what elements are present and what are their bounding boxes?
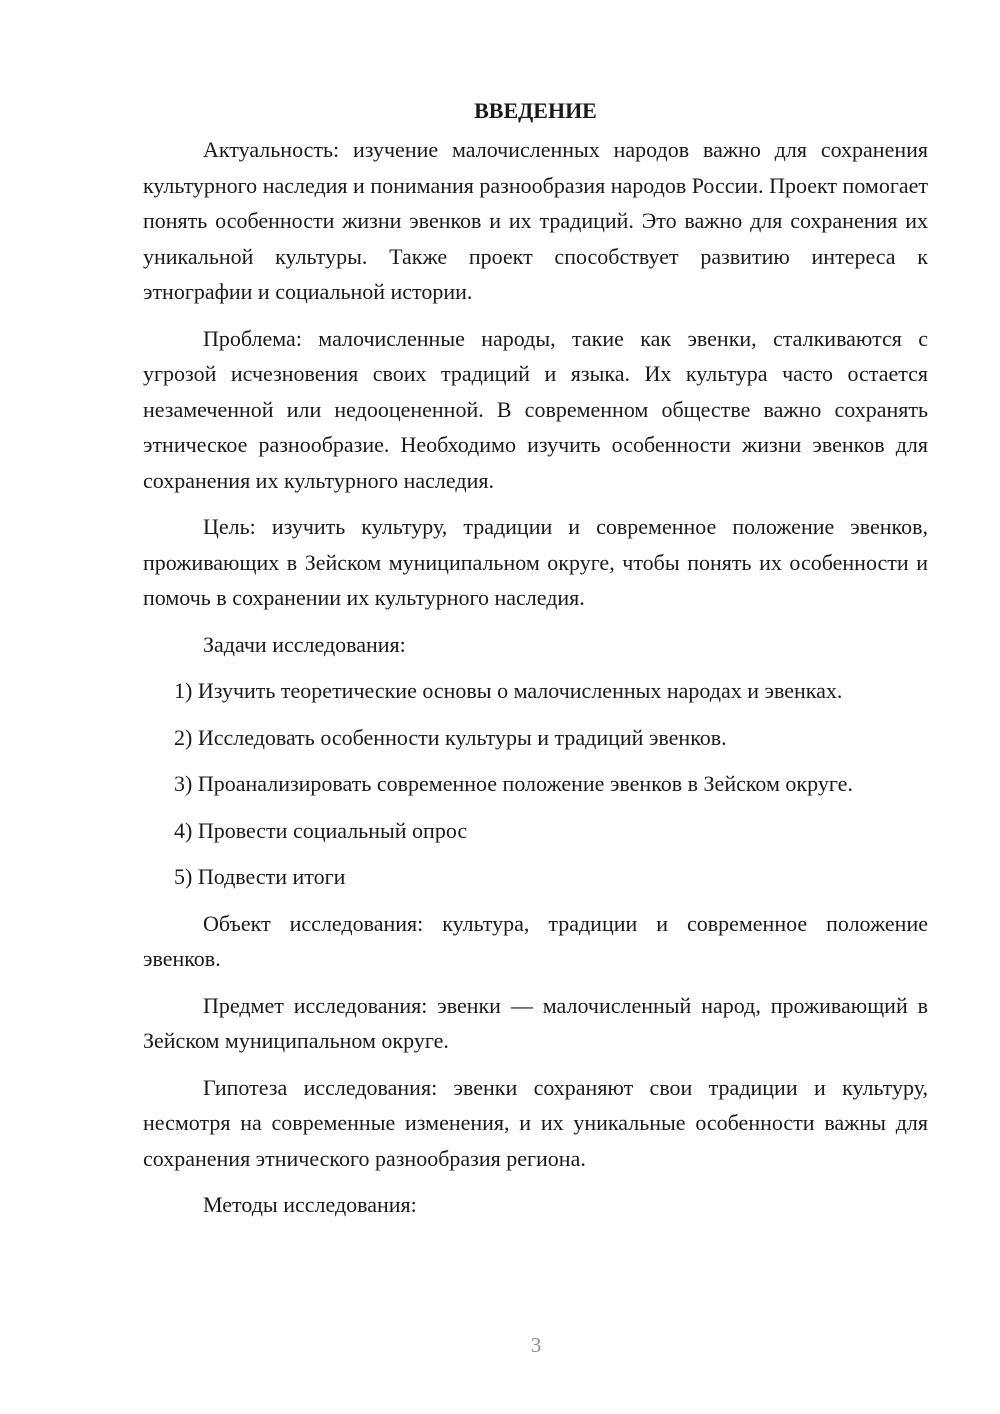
page-number: 3 (530, 1333, 542, 1357)
task-item-1: 1) Изучить теоретические основы о малочисленных народах и эвенках. (174, 678, 843, 703)
document-page (143, 96, 928, 1234)
paragraph-tasks-intro: Задачи исследования: (203, 631, 406, 657)
paragraph-goal: Цель: изучить культуру, традиции и современное положение эвенков, проживающих в Зейском муниципальном округе, чтобы понять их особенности и помочь в сохранении их культурного наследия. (143, 514, 928, 610)
task-item-2: 2) Исследовать особенности культуры и традиций эвенков. (174, 724, 727, 750)
task-item-3: 3) Проанализировать современное положение эвенков в Зейском округе. (174, 771, 853, 796)
task-item-4: 4) Провести социальный опрос (174, 817, 468, 843)
paragraph-subject: Предмет исследования: эвенки — малочисленный народ, проживающий в Зейском муниципальном округе. (143, 992, 928, 1053)
paragraph-relevance: Актуальность: изучение малочисленных народов важно для сохранения культурного наследия и понимания разнообразия народов России. Проект помогает понять особенности жизни эвенков и их традиций. Это важно для сохранения их уникальной культуры. Также проект способствует развитию интереса к этнографии и социальной истории. (143, 137, 928, 304)
task-item-5: 5) Подвести итоги (174, 864, 346, 889)
paragraph-object: Объект исследования: культура, традиции и современное положение эвенков. (143, 910, 928, 971)
paragraph-methods-intro: Методы исследования: (203, 1192, 417, 1217)
section-heading: ВВЕДЕНИЕ (474, 98, 597, 123)
paragraph-hypothesis: Гипотеза исследования: эвенки сохраняют свои традиции и культуру, несмотря на современные изменения, и их уникальные особенности важны для сохранения этнического разнообразия региона. (143, 1074, 928, 1171)
paragraph-problem: Проблема: малочисленные народы, такие как эвенки, сталкиваются с угрозой исчезновения своих традиций и языка. Их культура часто остается незамеченной или недооцененной. В современном обществе важно сохранять этническое разнообразие. Необходимо изучить особенности жизни эвенков для сохранения их культурного наследия. (143, 325, 928, 493)
